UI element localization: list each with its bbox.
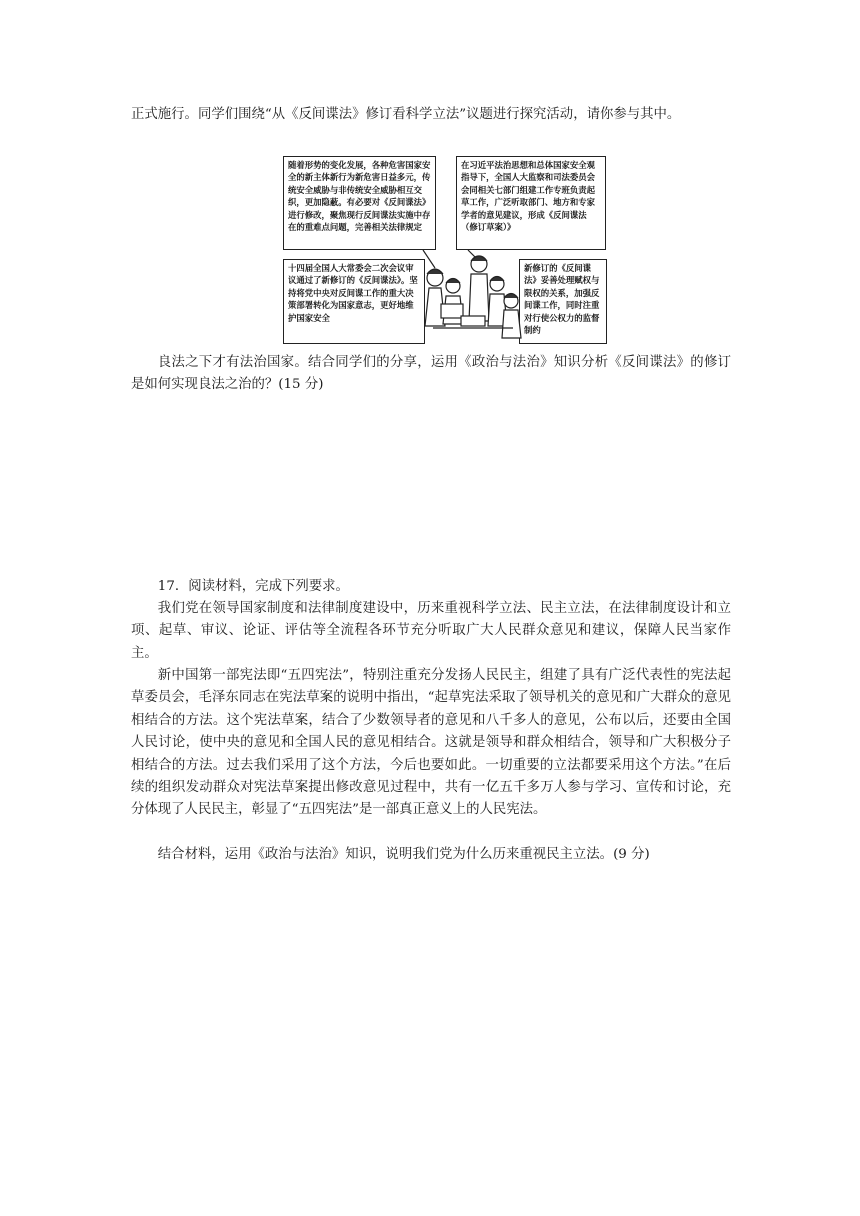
intro-paragraph: 正式施行。同学们围绕“从《反间谍法》修订看科学立法”议题进行探究活动，请你参与其中。	[131, 107, 681, 122]
q17-paragraph-1: 我们党在领导国家制度和法律制度建设中，历来重视科学立法、民主立法，在法律制度设计和立项、起草、审议、论证、评估等全流程各环节充分听取广大人民群众意见和建议，保障人民当家作主。	[131, 601, 731, 661]
discussion-illustration	[283, 156, 607, 344]
q17-heading: 17．阅读材料，完成下列要求。	[157, 579, 349, 594]
speech-bubble-bottom-left: 十四届全国人大常委会二次会议审议通过了新修订的《反间谍法》。坚持将党中央对反间谍工作的重大决策部署转化为国家意志，更好地维护国家安全	[283, 259, 425, 344]
question-16: 良法之下才有法治国家。结合同学们的分享，运用《政治与法治》知识分析《反间谍法》的修订是如何实现良法之治的？(15 分)	[131, 355, 731, 393]
speech-bubble-bottom-right: 新修订的《反间谍法》妥善处理赋权与限权的关系，加强反间谍工作，同时注重对行使公权力的监督制约	[519, 259, 607, 344]
speech-bubble-top-right: 在习近平法治思想和总体国家安全观指导下，全国人大监察和司法委员会会同相关七部门组建工作专班负责起草工作，广泛听取部门、地方和专家学者的意见建议，形成《反间谍法（修订草案）》	[456, 156, 606, 250]
q17-paragraph-2: 新中国第一部宪法即“五四宪法”，特别注重充分发扬人民民主，组建了具有广泛代表性的宪法起草委员会，毛泽东同志在宪法草案的说明中指出，“起草宪法采取了领导机关的意见和广大群众的意见相结合的方法。这个宪法草案，结合了少数领导者的意见和八千多人的意见，公布以后，还要由全国人民讨论，使中央的意见和全国人民的意见相结合。这就是领导和群众相结合，领导和广大积极分子相结合的方法。过去我们采用了这个方法，今后也要如此。一切重要的立法都要采用这个方法。”在后续的组织发动群众对宪法草案提出修改意见过程中，共有一亿五千多万人参与学习、宣传和讨论，充分体现了人民民主，彰显了“五四宪法”是一部真正意义上的人民宪法。	[131, 668, 731, 818]
q17-question: 结合材料，运用《政治与法治》知识，说明我们党为什么历来重视民主立法。(9 分)	[157, 847, 650, 862]
speech-bubble-top-left: 随着形势的变化发展，各种危害国家安全的新主体新行为新危害日益多元，传统安全威胁与非传统安全威胁相互交织，更加隐蔽。有必要对《反间谍法》进行修改，聚焦现行反间谍法实施中存在的重难点问题，完善相关法律规定	[283, 156, 436, 250]
students-drawing	[283, 156, 607, 344]
